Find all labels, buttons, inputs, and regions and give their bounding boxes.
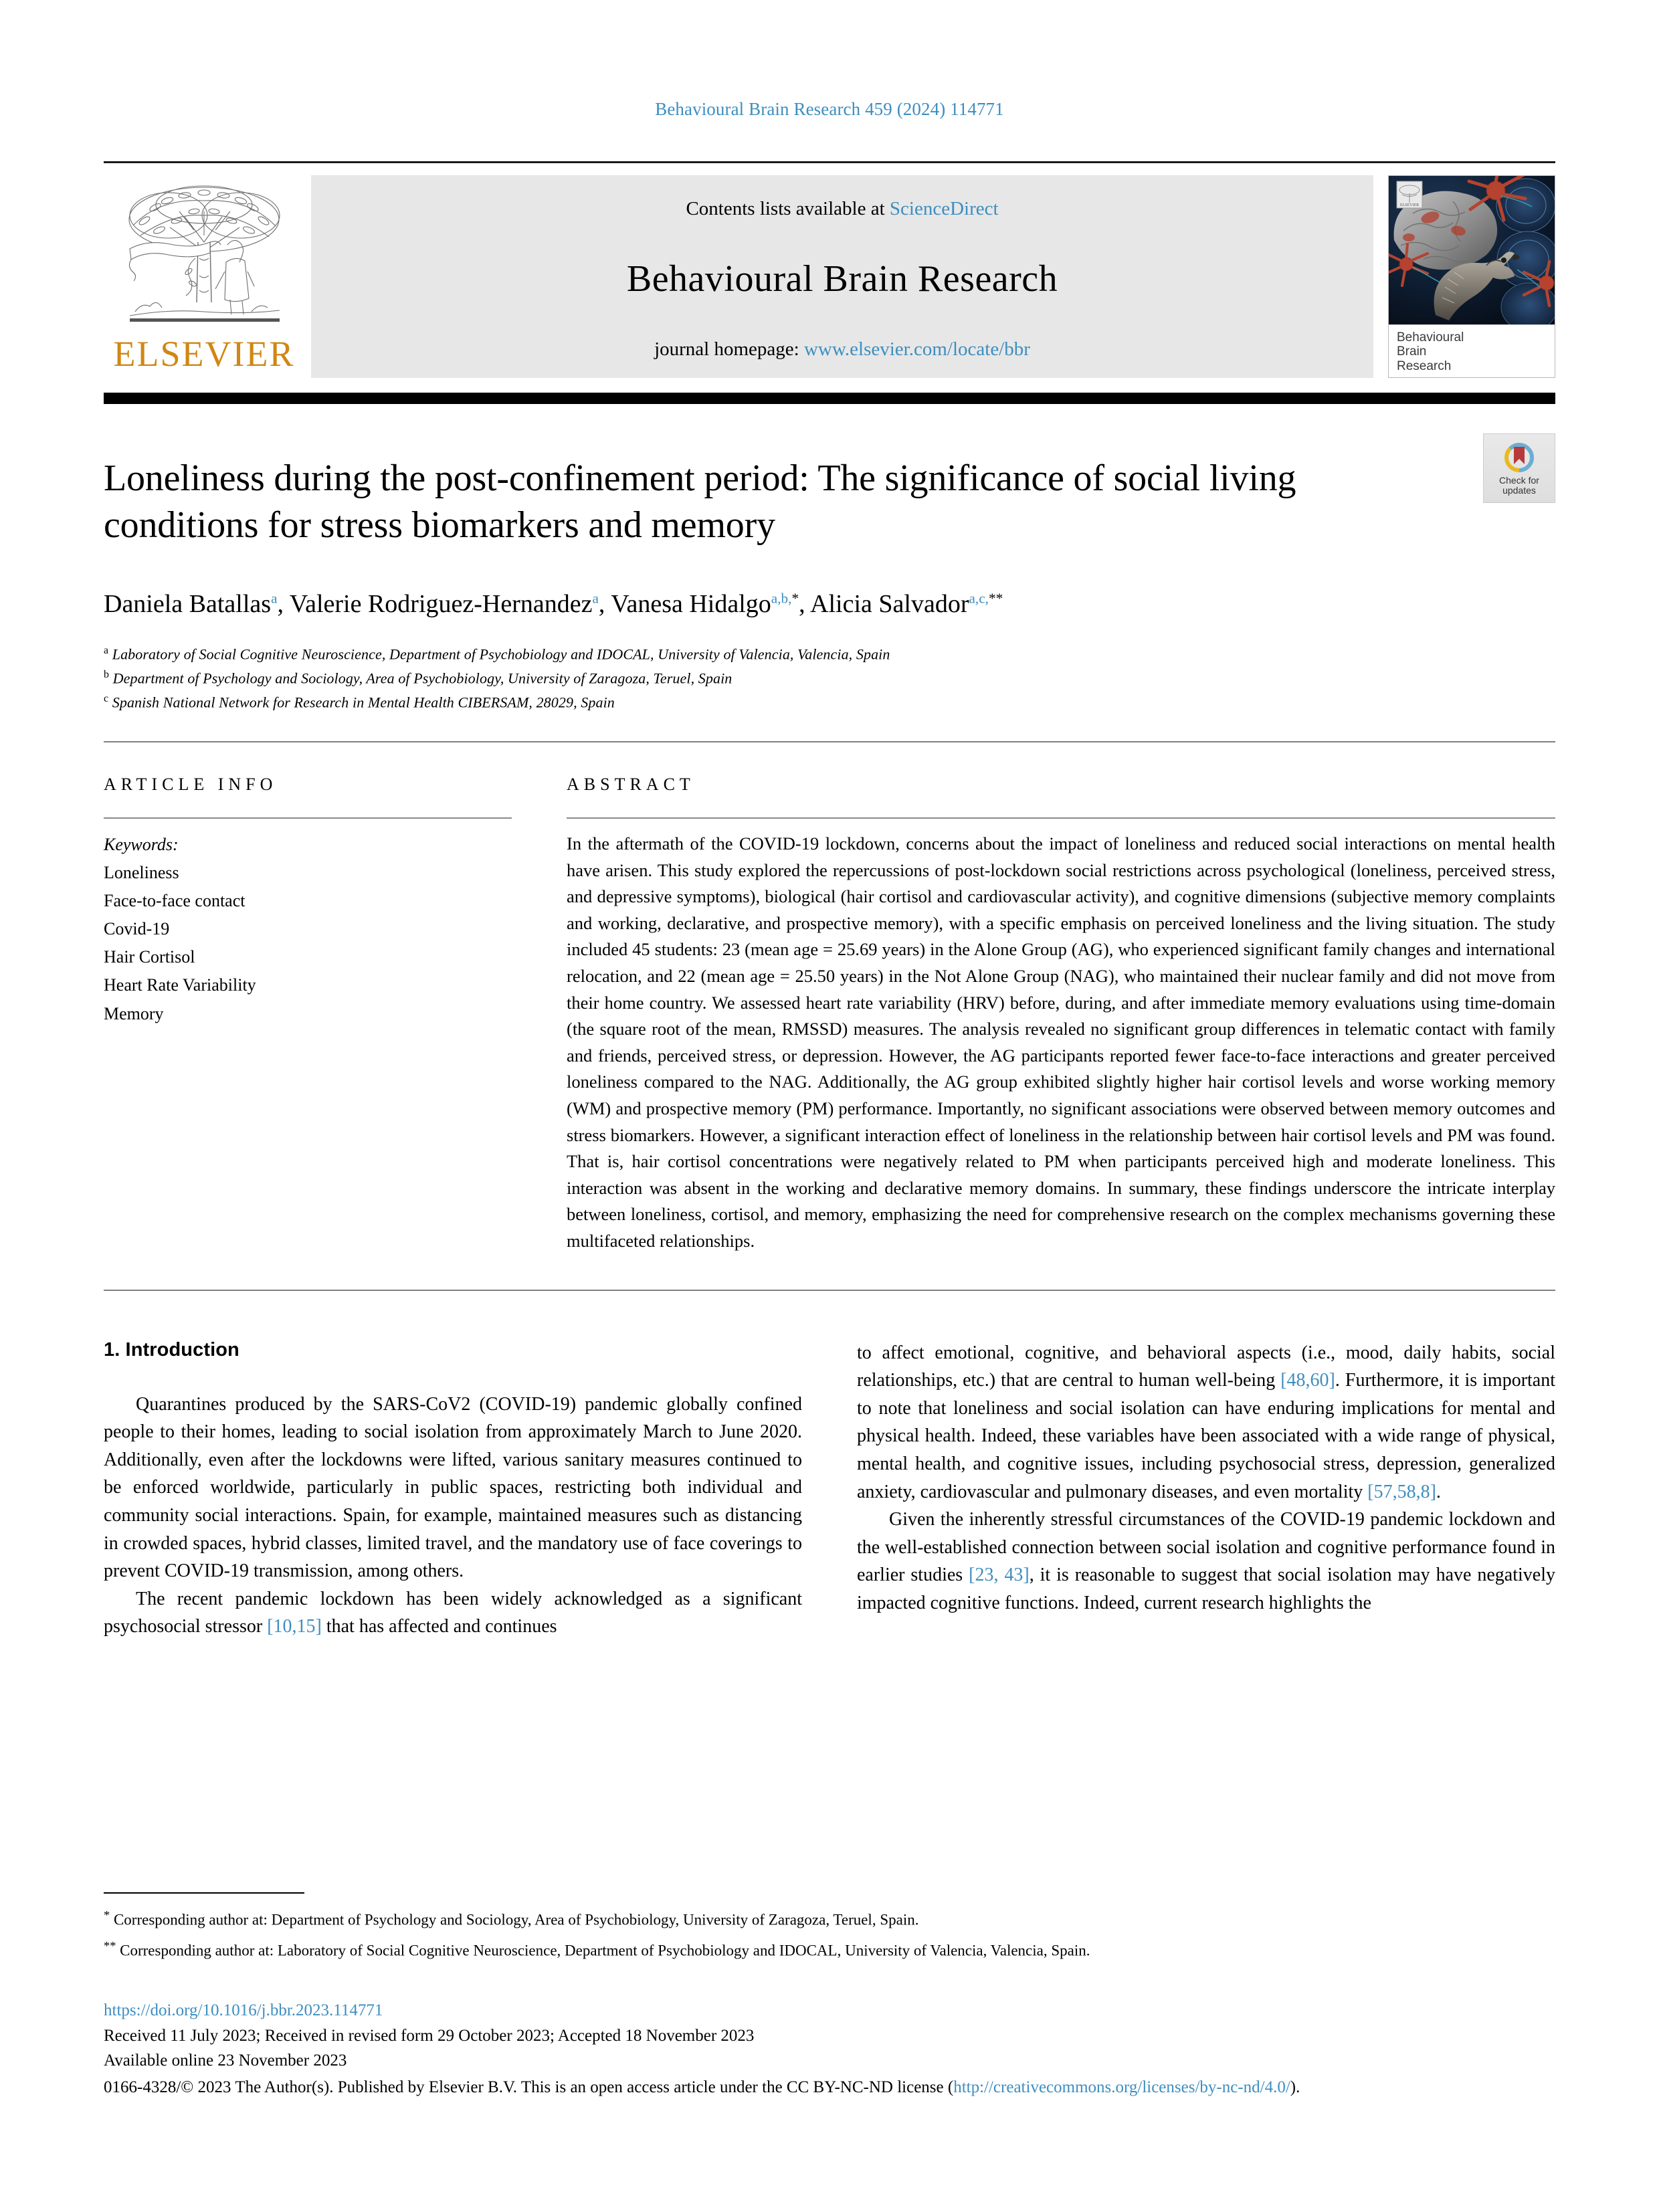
paragraph xyxy=(104,1585,802,1641)
cover-caption-line-2: Brain xyxy=(1397,344,1427,359)
body-columns xyxy=(104,1339,1555,1641)
corresponding-author-marker: * xyxy=(791,590,799,607)
author-name: Alicia Salvador xyxy=(810,589,969,618)
copyright-text: ). xyxy=(1290,2078,1300,2096)
citation-link[interactable]: [23, 43] xyxy=(969,1565,1030,1586)
info-abstract-section xyxy=(104,775,1555,1255)
keyword-item: Loneliness xyxy=(104,863,179,883)
contents-list-line xyxy=(686,198,998,220)
corresponding-text: Corresponding author at: Department of Psychology and Sociology, Area of Psychobiology, University of Zaragoza, Teruel, Spain. xyxy=(113,1911,919,1928)
journal-homepage-line xyxy=(654,338,1030,361)
section-heading-introduction: 1. Introduction xyxy=(104,1338,239,1361)
affiliation-label: c xyxy=(104,692,109,704)
title-block xyxy=(104,455,1555,714)
keyword-item: Face-to-face contact xyxy=(104,891,246,911)
article-info-column xyxy=(104,775,512,1255)
cover-artwork xyxy=(1389,176,1555,324)
cover-caption-line-3: Research xyxy=(1397,359,1452,373)
keyword-item: Memory xyxy=(104,1003,164,1023)
abstract-rule xyxy=(567,817,1555,819)
page-title: Loneliness during the post-confinement period: The significance of social living conditions for stress biomarkers and memory xyxy=(104,457,1296,546)
affiliation-item xyxy=(104,666,1555,690)
author-affiliation-marker: a xyxy=(271,590,278,607)
crossmark-icon xyxy=(1503,441,1535,474)
footnote-divider xyxy=(104,1892,304,1894)
author-affiliation-marker: a,c, xyxy=(969,590,989,607)
doi-link[interactable]: https://doi.org/10.1016/j.bbr.2023.114771 xyxy=(104,2001,383,2019)
affiliation-label: b xyxy=(104,669,110,681)
crossmark-line-1: Check for xyxy=(1499,474,1539,486)
abstract-heading: ABSTRACT xyxy=(567,774,695,794)
copyright-text: 0166-4328/© 2023 The Author(s). Published by Elsevier B.V. This is an open access article under the CC BY-NC-ND license ( xyxy=(104,2078,954,2096)
article-info-top-rule xyxy=(104,741,1555,742)
abstract-bottom-rule xyxy=(104,1290,1555,1291)
journal-homepage-link[interactable]: www.elsevier.com/locate/bbr xyxy=(803,338,1030,360)
paragraph-text: , it is reasonable to suggest that social isolation may have negatively impacted cognitive functions. Indeed, current research highlights the xyxy=(857,1565,1555,1613)
affiliation-label: a xyxy=(104,645,109,657)
affiliation-text: Spanish National Network for Research in Mental Health CIBERSAM, 28029, Spain xyxy=(112,694,615,711)
paragraph-text: to affect emotional, cognitive, and behavioral aspects (i.e., mood, daily habits, social relationships, etc.) that are central to human well-being xyxy=(857,1342,1555,1391)
received-dates: Received 11 July 2023; Received in revised form 29 October 2023; Accepted 18 November 2023 xyxy=(104,2026,755,2045)
author-item[interactable] xyxy=(810,590,1003,618)
author-name: Valerie Rodriguez-Hernandez xyxy=(289,589,593,618)
paragraph xyxy=(857,1506,1555,1617)
affiliation-item xyxy=(104,642,1555,666)
author-item[interactable] xyxy=(611,590,799,618)
affiliation-text: Department of Psychology and Sociology, Area of Psychobiology, University of Zaragoza, Teruel, Spain xyxy=(112,670,733,687)
author-affiliation-marker: a xyxy=(592,590,599,607)
paragraph-text: The recent pandemic lockdown has been widely acknowledged as a significant psychosocial stressor xyxy=(104,1588,802,1637)
author-separator: , xyxy=(598,589,611,618)
available-online-date: Available online 23 November 2023 xyxy=(104,2051,347,2070)
author-item[interactable] xyxy=(290,590,599,618)
paragraph xyxy=(857,1339,1555,1506)
affiliation-item xyxy=(104,690,1555,714)
paragraph: Quarantines produced by the SARS-CoV2 (COVID-19) pandemic globally confined people to their homes, leading to social isolation from approximately March to June 2020. Additionally, even after the lockdowns were lifted, various sanitary measures continued to be enforced worldwide, particularly in public spaces, restricting both individual and community social interactions. Spain, for example, maintained measures such as distancing in crowded spaces, hybrid classes, limited travel, and the mandatory use of face coverings to prevent COVID-19 transmission, among others. xyxy=(104,1393,802,1582)
masthead-divider-bar xyxy=(104,393,1555,404)
cover-caption-line-1: Behavioural xyxy=(1397,330,1464,344)
cover-caption xyxy=(1389,324,1555,377)
page-footer xyxy=(104,1892,1555,2100)
crossmark-badge[interactable] xyxy=(1483,433,1555,503)
corresponding-marker: ** xyxy=(104,1939,116,1953)
affiliation-text: Laboratory of Social Cognitive Neuroscience, Department of Psychobiology and IDOCAL, University of Valencia, Valencia, Spain xyxy=(112,645,890,663)
author-affiliation-marker: a,b, xyxy=(771,590,792,607)
license-link[interactable]: http://creativecommons.org/licenses/by-nc-nd/4.0/ xyxy=(953,2078,1290,2096)
journal-info-box xyxy=(311,175,1373,378)
sciencedirect-link[interactable]: ScienceDirect xyxy=(889,198,999,219)
corresponding-marker: * xyxy=(104,1908,110,1922)
svg-text:ELSEVIER: ELSEVIER xyxy=(1399,203,1420,207)
elsevier-wordmark: ELSEVIER xyxy=(113,334,295,374)
crossmark-line-2: updates xyxy=(1502,485,1536,496)
contents-prefix: Contents lists available at xyxy=(686,198,890,219)
article-info-rule xyxy=(104,817,512,819)
corresponding-text: Corresponding author at: Laboratory of Social Cognitive Neuroscience, Department of Psychobiology and IDOCAL, University of Valencia, Valencia, Spain. xyxy=(120,1942,1090,1959)
author-list xyxy=(104,587,1555,622)
paragraph-text: . Furthermore, it is important to note that loneliness and social isolation can have enduring implications for mental and physical health. Indeed, these variables have been associated with a wide range of physical, mental health, and cognitive issues, including psychosocial stress, depression, generalized anxiety, cardiovascular and pulmonary diseases, and even mortality xyxy=(857,1370,1556,1502)
corresponding-author-note xyxy=(104,1906,1555,1932)
citation-link[interactable]: [48,60] xyxy=(1280,1370,1335,1391)
paragraph-text: . xyxy=(1436,1481,1441,1502)
author-name: Vanesa Hidalgo xyxy=(611,589,771,618)
copyright-license xyxy=(104,2075,1555,2100)
keyword-item: Hair Cortisol xyxy=(104,947,195,967)
abstract-column xyxy=(567,775,1555,1255)
citation-link[interactable]: [10,15] xyxy=(267,1616,322,1637)
article-info-heading: ARTICLE INFO xyxy=(104,774,278,794)
paragraph-text: Given the inherently stressful circumstances of the COVID-19 pandemic lockdown and the well-established connection between social isolation and cognitive performance found in earlier studies xyxy=(857,1509,1555,1586)
brain-neuron-artwork-icon xyxy=(1389,176,1555,324)
keyword-item: Covid-19 xyxy=(104,919,170,939)
elsevier-logo xyxy=(104,175,304,378)
citation-link[interactable]: [57,58,8] xyxy=(1367,1481,1436,1502)
abstract-text: In the aftermath of the COVID-19 lockdown, concerns about the impact of loneliness and reduced social interactions on mental health have arisen. This study explored the repercussions of post-lockdown social restrictions across psychological (loneliness, perceived stress, and depressive symptoms), biological (hair cortisol and cardiovascular activity), and cognitive dimensions (subjective memory complaints and working, declarative, and prospective memory), with a specific emphasis on perceived loneliness and the living situation. The study included 45 students: 23 (mean age = 25.69 years) in the Alone Group (AG), who experienced significant family changes and international relocation, and 22 (mean age = 25.50 years) in the Not Alone Group (NAG), who maintained their nuclear family and did not move from their home country. We assessed heart rate variability (HRV) before, during, and after immediate memory evaluations using time-domain (the square root of the mean, RMSSD) measures. The analysis revealed no significant group differences in telematic contact with family and friends, perceived stress, or depression. However, the AG participants reported fewer face-to-face interactions and greater perceived loneliness compared to the NAG. Additionally, the AG group exhibited slightly higher hair cortisol levels and worse working memory (WM) and prospective memory (PM) performance. Importantly, no significant associations were observed between memory outcomes and stress biomarkers. However, a significant interaction effect of loneliness in the relationship between hair cortisol levels and PM was found. That is, hair cortisol concentrations were negatively related to PM when participants perceived high and moderate loneliness. This interaction was absent in the working and declarative memory domains. In summary, these findings underscore the intricate interplay between loneliness, cortisol, and memory, emphasizing the need for comprehensive research on the complex mechanisms governing these multifaceted relationships. xyxy=(567,833,1555,1251)
journal-masthead xyxy=(104,161,1555,378)
homepage-prefix: journal homepage: xyxy=(654,338,804,360)
body-column-right xyxy=(857,1339,1555,1641)
author-item[interactable] xyxy=(104,590,278,618)
body-column-left xyxy=(104,1339,802,1641)
journal-title: Behavioural Brain Research xyxy=(626,258,1058,300)
keyword-item: Heart Rate Variability xyxy=(104,975,256,995)
author-name: Daniela Batallas xyxy=(104,589,272,618)
elsevier-tree-icon xyxy=(120,178,288,333)
crossmark-label xyxy=(1499,476,1539,496)
paragraph-text: that has affected and continues xyxy=(321,1616,557,1637)
journal-cover-thumbnail xyxy=(1388,175,1555,378)
author-separator: , xyxy=(799,589,811,618)
author-separator: , xyxy=(277,589,290,618)
doi-line xyxy=(104,1998,1555,2023)
corresponding-author-marker: ** xyxy=(989,590,1003,607)
corresponding-author-note xyxy=(104,1936,1555,1963)
affiliation-list xyxy=(104,642,1555,714)
running-head: Behavioural Brain Research 459 (2024) 114771 xyxy=(655,99,1004,119)
keywords-label: Keywords: xyxy=(104,834,179,854)
